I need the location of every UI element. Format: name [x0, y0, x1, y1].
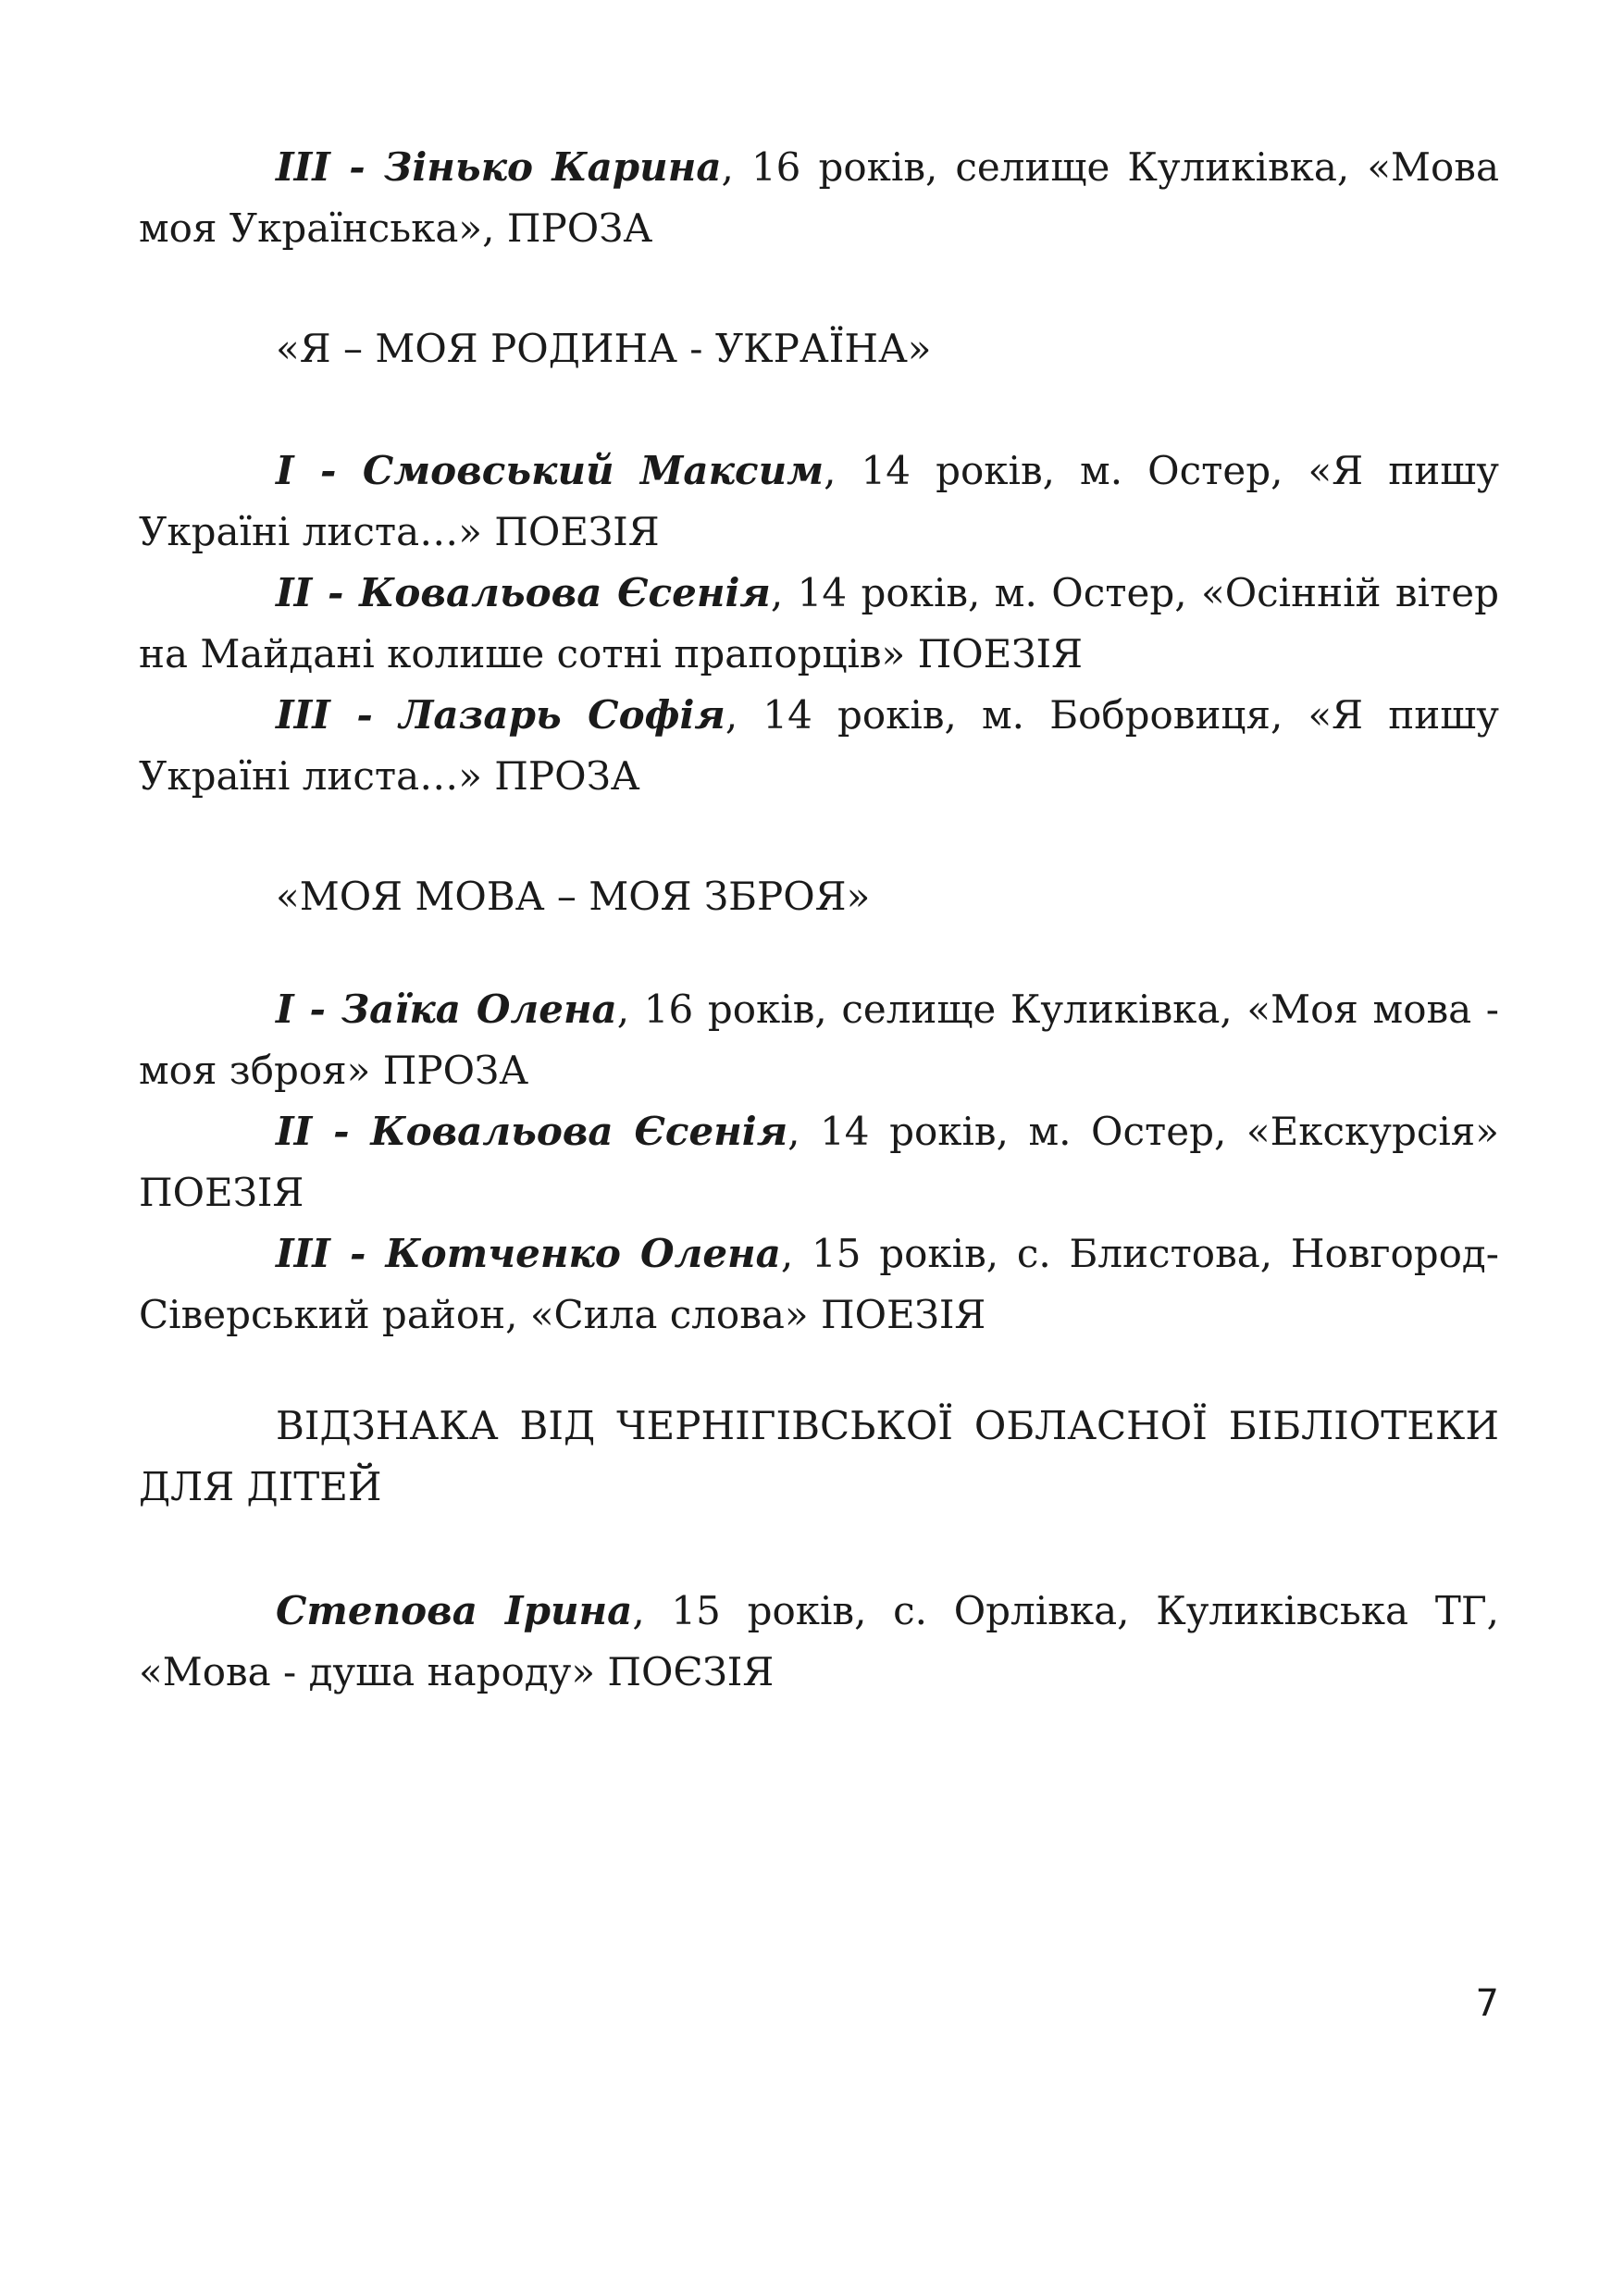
- award-entry: [139, 979, 1499, 1101]
- winner-name: I - Смовський Максим: [276, 448, 824, 493]
- award-entry: [139, 1223, 1499, 1346]
- section-heading: «МОЯ МОВА – МОЯ ЗБРОЯ»: [276, 874, 871, 919]
- page-number: 7: [1475, 1982, 1499, 2025]
- award-entry: [139, 685, 1499, 807]
- winner-name: II - Ковальова Єсенія: [276, 570, 771, 615]
- entry-details: , 16 років, селище Куликівка, «Мова моя Українська», ПРОЗА: [139, 144, 1499, 251]
- entry-details: , 14 років, м. Остер, «Я пишу Україні листа…» ПОЕЗІЯ: [139, 448, 1499, 554]
- award-entry: [139, 1581, 1499, 1703]
- winner-name: III - Лазарь Софія: [276, 692, 725, 738]
- entry-details: , 14 років, м. Остер, «Екскурсія» ПОЕЗІЯ: [139, 1109, 1499, 1215]
- winner-name: III - Зінько Карина: [276, 144, 722, 190]
- award-entry: [139, 563, 1499, 685]
- document-page: [139, 0, 1499, 2296]
- entry-details: , 14 років, м. Остер, «Осінній вітер на Майдані колише сотні прапорців» ПОЕЗІЯ: [139, 570, 1499, 676]
- entry-details: , 15 років, с. Орлівка, Куликівська ТГ, «Мова - душа народу» ПОЄЗІЯ: [139, 1588, 1499, 1694]
- winner-name: II - Ковальова Єсенія: [276, 1109, 788, 1154]
- entry-details: , 16 років, селище Куликівка, «Моя мова - моя зброя» ПРОЗА: [139, 987, 1499, 1093]
- section-heading: «Я – МОЯ РОДИНА - УКРАЇНА»: [276, 326, 932, 371]
- entry-details: , 14 років, м. Бобровиця, «Я пишу Україні листа…» ПРОЗА: [139, 692, 1499, 799]
- award-entry: [139, 1101, 1499, 1223]
- section-heading: ВІДЗНАКА ВІД ЧЕРНІГІВСЬКОЇ ОБЛАСНОЇ БІБЛІОТЕКИ ДЛЯ ДІТЕЙ: [139, 1403, 1499, 1509]
- winner-name: Степова Ірина: [276, 1588, 633, 1633]
- entry-details: , 15 років, с. Блистова, Новгород-Сіверський район, «Сила слова» ПОЕЗІЯ: [139, 1231, 1499, 1337]
- award-entry: [139, 441, 1499, 563]
- award-entry: [139, 137, 1499, 259]
- winner-name: I - Заїка Олена: [276, 987, 617, 1032]
- winner-name: III - Котченко Олена: [276, 1231, 781, 1276]
